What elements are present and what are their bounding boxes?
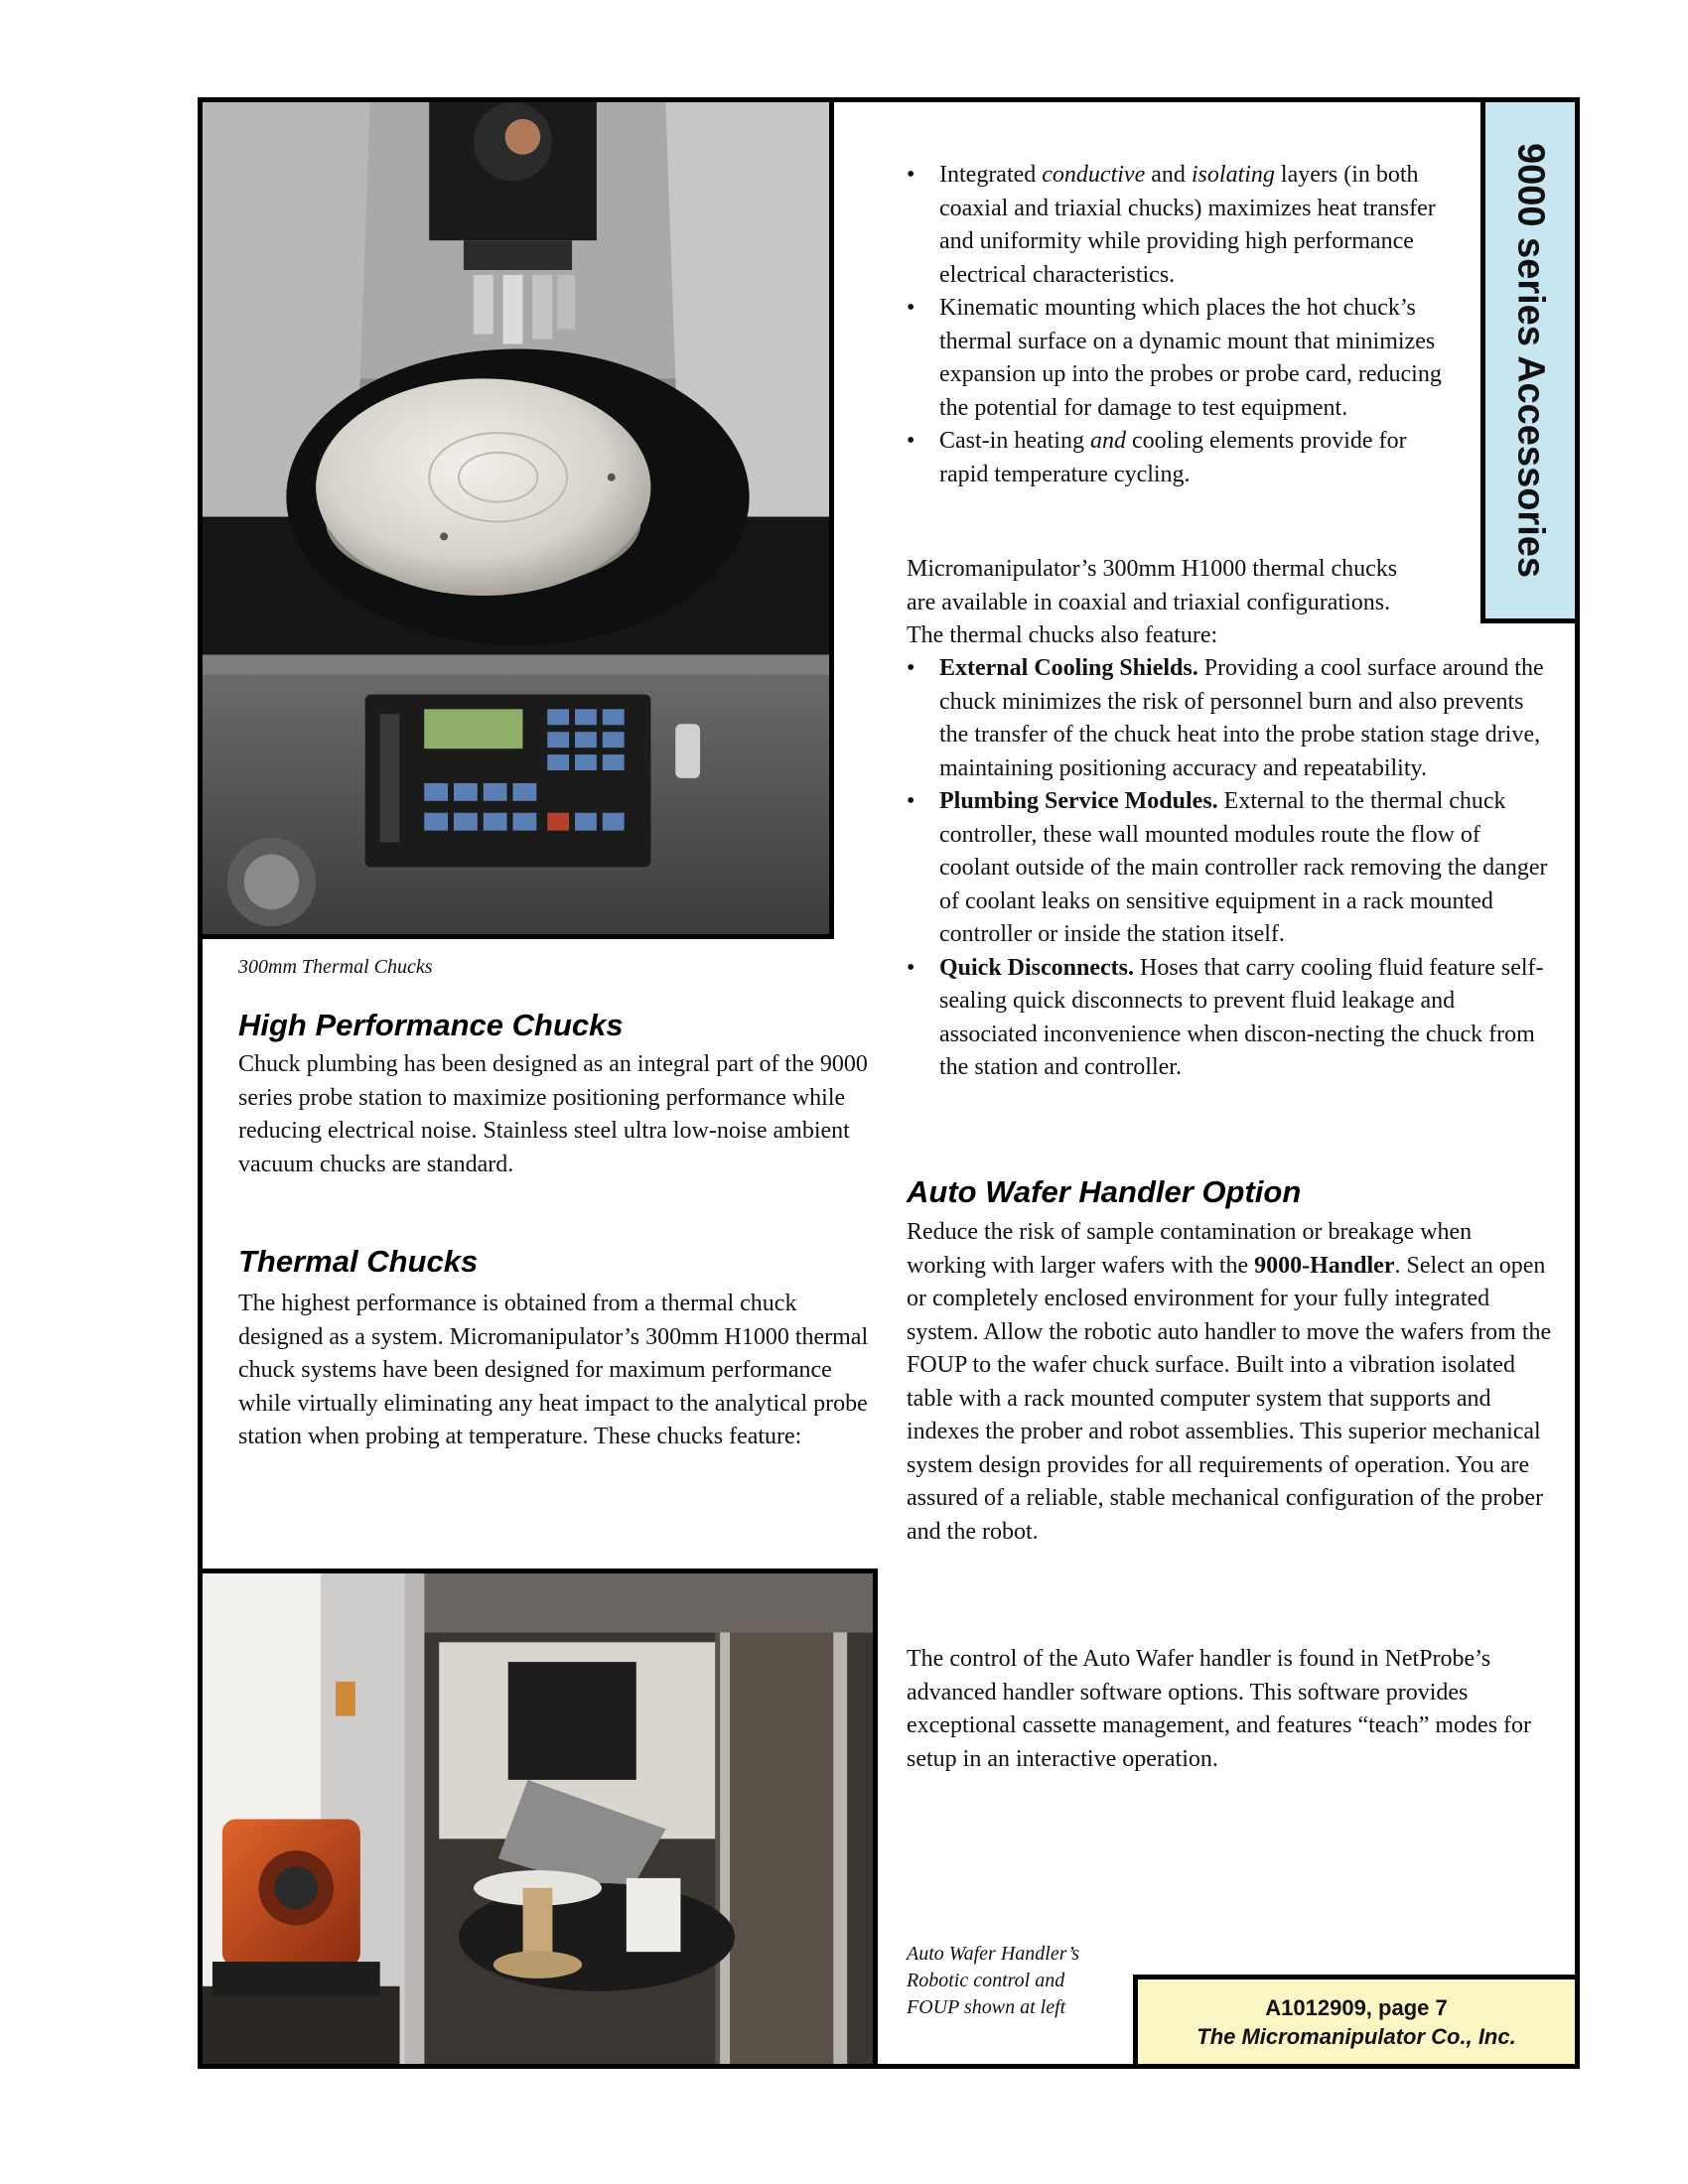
high-performance-heading: High Performance Chucks — [238, 1008, 624, 1042]
footer-box — [1133, 1975, 1580, 2069]
awh-text: . Select an open or completely enclosed environment for your fully integrated system. Allow the robotic auto handler to move the wafers from the FOUP to the wafer chuck surface. Built into a vibration isolated table with a rack mounted computer system that supports and indexes the prober and robot assemblies. This superior mechanical system design provides for all requirements of operation. You are assured of a reliable, stable mechanical configuration of the prober and the robot. — [907, 1252, 1552, 1545]
feature-bullet-item — [907, 292, 1448, 425]
bullet-text: External to the thermal chuck controller, these wall mounted modules route the flow of coolant outside of the main controller rack removing the danger of coolant leaks on sensitive equipment in a rack mounted controller or inside the station itself. — [939, 788, 1548, 947]
bullet-text: and — [1145, 162, 1192, 188]
doc-reference: A1012909, page 7 — [1265, 1994, 1448, 2020]
bullet-text: layers (in both coaxial and triaxial chucks) maximizes heat transfer and uniformity while providing high performance electrical characteristics. — [939, 162, 1436, 288]
awh-product-name: 9000-Handler — [1254, 1252, 1395, 1279]
high-performance-body: Chuck plumbing has been designed as an integral part of the 9000 series probe station to maximize positioning performance while reducing electrical noise. Stainless steel ultra low-noise ambient vacuum chucks are standard. — [238, 1051, 868, 1177]
company-name: The Micromanipulator Co., Inc. — [1196, 2023, 1516, 2049]
bullet-text: Kinematic mounting which places the hot chuck’s thermal surface on a dynamic mount that minimizes expansion up into the probes or probe card, reducing the potential for damage to test equipment. — [939, 295, 1442, 421]
bullet-italic-and: and — [1089, 428, 1126, 454]
awh-caption — [907, 1941, 1135, 2021]
bullet-text: Providing a cool surface around the chuck minimizes the risk of personnel burn and also prevents the transfer of the chuck heat into the probe station stage drive, maintaining positioning accuracy and repeatability. — [939, 655, 1544, 781]
feature-bullet-item — [907, 159, 1448, 292]
thermal-chucks-heading: Thermal Chucks — [238, 1244, 479, 1279]
h1000-bullet-item — [907, 785, 1552, 952]
bullet-text: cooling elements provide for rapid temperature cycling. — [939, 428, 1407, 487]
awh-caption-line-3: FOUP shown at left — [907, 1996, 1066, 2018]
feature-bullet-list — [907, 159, 1448, 491]
side-tab-label: 9000 series Accessories — [1509, 142, 1552, 579]
h1000-bullet-item — [907, 652, 1552, 785]
h1000-intro: Micromanipulator’s 300mm H1000 thermal chucks are available in coaxial and triaxial configurations. The thermal chucks also feature: — [907, 556, 1398, 648]
h1000-bullet-list — [907, 652, 1552, 1085]
bullet-italic-conductive: conductive — [1042, 162, 1146, 188]
awh-heading: Auto Wafer Handler Option — [907, 1174, 1302, 1209]
bullet-italic-isolating: isolating — [1191, 162, 1275, 188]
section-side-tab — [1480, 97, 1580, 623]
feature-bullet-item — [907, 425, 1448, 491]
bullet-text: Integrated — [939, 162, 1043, 188]
bullet-title: Plumbing Service Modules. — [939, 788, 1218, 814]
awh-body-2: The control of the Auto Wafer handler is found in NetProbe’s advanced handler software options. This software provides exceptional cassette management, and features “teach” modes for setup in an interactive operation. — [907, 1646, 1532, 1772]
awh-body-1 — [907, 1216, 1552, 1549]
h1000-bullet-item — [907, 952, 1552, 1085]
awh-caption-line-1: Auto Wafer Handler’s — [907, 1943, 1080, 1965]
bullet-title: Quick Disconnects. — [939, 954, 1135, 981]
bullet-title: External Cooling Shields. — [939, 655, 1198, 681]
thermal-chucks-photo — [203, 102, 834, 939]
bullet-text: Cast-in heating — [939, 428, 1090, 454]
thermal-chucks-caption: 300mm Thermal Chucks — [238, 956, 433, 978]
auto-wafer-handler-photo — [203, 1569, 878, 2064]
bullet-text: Hoses that carry cooling fluid feature self-sealing quick disconnects to prevent fluid leakage and associated inconvenience when discon-necting the chuck from the station and controller. — [939, 954, 1544, 1080]
awh-caption-line-2: Robotic control and — [907, 1970, 1065, 1991]
thermal-chucks-body: The highest performance is obtained from a thermal chuck designed as a system. Micromanipulator’s 300mm H1000 thermal chuck systems have been designed for maximum performance while virtually eliminating any heat impact to the analytical probe station when probing at temperature. These chucks feature: — [238, 1291, 869, 1449]
awh-text: Reduce the risk of sample contamination or breakage when working with larger wafers with the — [907, 1219, 1473, 1279]
